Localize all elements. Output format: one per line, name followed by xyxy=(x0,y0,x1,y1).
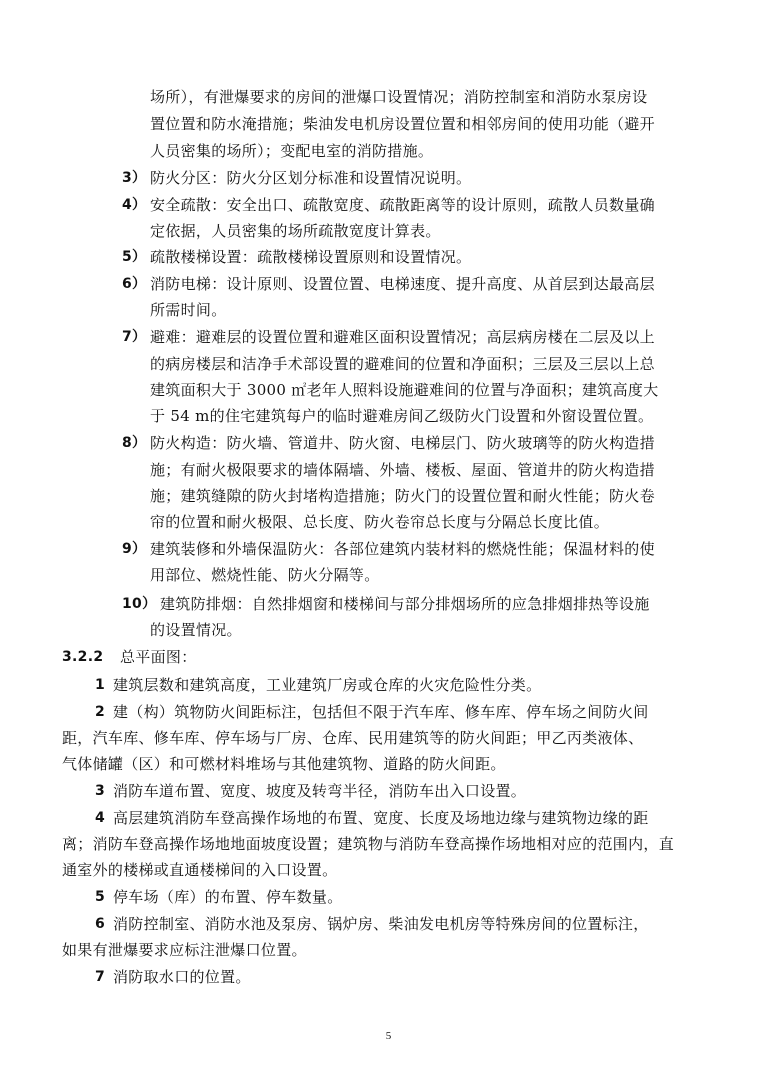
list-item-number: 8） xyxy=(122,435,147,451)
paragraph-text: 距，汽车库、修车库、停车场与厂房、仓库、民用建筑等的防火间距；甲乙丙类液体、 xyxy=(62,729,644,747)
text-line: 场所），有泄爆要求的房间的泄爆口设置情况；消防控制室和消防水泵房设 xyxy=(150,88,648,106)
paragraph-number: 3 xyxy=(95,783,106,799)
list-item-text: 建筑防排烟：自然排烟窗和楼梯间与部分排烟场所的应急排烟排热等设施 xyxy=(160,595,650,613)
paragraph-number: 5 xyxy=(95,889,106,905)
paragraph-number: 7 xyxy=(95,969,106,985)
section-title: 总平面图： xyxy=(120,648,197,666)
list-item-text: 施；有耐火极限要求的墙体隔墙、外墙、楼板、屋面、管道井的防火构造措 xyxy=(150,461,655,479)
list-item-text: 防火分区：防火分区划分标准和设置情况说明。 xyxy=(150,169,472,187)
list-item-number: 6） xyxy=(122,276,147,292)
paragraph-number: 4 xyxy=(95,810,106,826)
list-item-text: 定依据，人员密集的场所疏散宽度计算表。 xyxy=(150,222,441,240)
list-item-text: 帘的位置和耐火极限、总长度、防火卷帘总长度与分隔总长度比值。 xyxy=(150,513,610,531)
paragraph-text: 消防取水口的位置。 xyxy=(113,968,251,986)
list-item-text: 用部位、燃烧性能、防火分隔等。 xyxy=(150,566,380,584)
paragraph-text: 建（构）筑物防火间距标注，包括但不限于汽车库、修车库、停车场之间防火间 xyxy=(113,703,649,721)
list-item-text: 避难：避难层的设置位置和避难区面积设置情况；高层病房楼在二层及以上 xyxy=(150,328,655,346)
paragraph-text: 气体储罐（区）和可燃材料堆场与其他建筑物、道路的防火间距。 xyxy=(62,755,506,773)
text-line: 人员密集的场所）；变配电室的消防措施。 xyxy=(150,142,434,160)
paragraph-text: 停车场（库）的布置、停车数量。 xyxy=(113,888,343,906)
list-item-number: 7） xyxy=(122,329,147,345)
list-item-text: 的设置情况。 xyxy=(150,621,242,639)
list-item-number: 4） xyxy=(122,197,147,213)
paragraph-text: 通室外的楼梯或直通楼梯间的入口设置。 xyxy=(62,861,338,879)
paragraph-number: 1 xyxy=(95,677,106,693)
list-item-text: 疏散楼梯设置：疏散楼梯设置原则和设置情况。 xyxy=(150,248,472,266)
text-line: 置位置和防水淹措施；柴油发电机房设置位置和相邻房间的使用功能（避开 xyxy=(150,115,655,133)
list-item-text: 施；建筑缝隙的防火封堵构造措施；防火门的设置位置和耐火性能；防火卷 xyxy=(150,487,655,505)
list-item-text: 防火构造：防火墙、管道井、防火窗、电梯层门、防火玻璃等的防火构造措 xyxy=(150,434,655,452)
list-item-text: 建筑面积大于 3000 ㎡老年人照料设施避难间的位置与净面积；建筑高度大 xyxy=(150,381,659,399)
list-item-text: 消防电梯：设计原则、设置位置、电梯速度、提升高度、从首层到达最高层 xyxy=(150,275,655,293)
list-item-number: 3） xyxy=(122,170,147,186)
paragraph-text: 建筑层数和建筑高度，工业建筑厂房或仓库的火灾危险性分类。 xyxy=(113,676,542,694)
page-number: 5 xyxy=(385,1030,392,1042)
list-item-text: 于 54 m的住宅建筑每户的临时避难房间乙级防火门设置和外窗设置位置。 xyxy=(150,407,654,425)
section-number: 3.2.2 xyxy=(62,649,104,665)
list-item-number: 10） xyxy=(122,596,157,612)
list-item-number: 9） xyxy=(122,541,147,557)
list-item-text: 安全疏散：安全出口、疏散宽度、疏散距离等的设计原则，疏散人员数量确 xyxy=(150,196,655,214)
paragraph-text: 消防车道布置、宽度、坡度及转弯半径，消防车出入口设置。 xyxy=(113,782,527,800)
paragraph-number: 2 xyxy=(95,704,106,720)
paragraph-text: 消防控制室、消防水池及泵房、锅炉房、柴油发电机房等特殊房间的位置标注， xyxy=(113,915,649,933)
list-item-number: 5） xyxy=(122,249,147,265)
list-item-text: 所需时间。 xyxy=(150,301,227,319)
paragraph-number: 6 xyxy=(95,916,106,932)
paragraph-text: 离；消防车登高操作场地地面坡度设置；建筑物与消防车登高操作场地相对应的范围内，直 xyxy=(62,835,675,853)
paragraph-text: 如果有泄爆要求应标注泄爆口位置。 xyxy=(62,941,307,959)
paragraph-text: 高层建筑消防车登高操作场地的布置、宽度、长度及场地边缘与建筑物边缘的距 xyxy=(113,809,649,827)
list-item-text: 建筑装修和外墙保温防火：各部位建筑内装材料的燃烧性能；保温材料的使 xyxy=(150,540,655,558)
list-item-text: 的病房楼层和洁净手术部设置的避难间的位置和净面积；三层及三层以上总 xyxy=(150,355,655,373)
